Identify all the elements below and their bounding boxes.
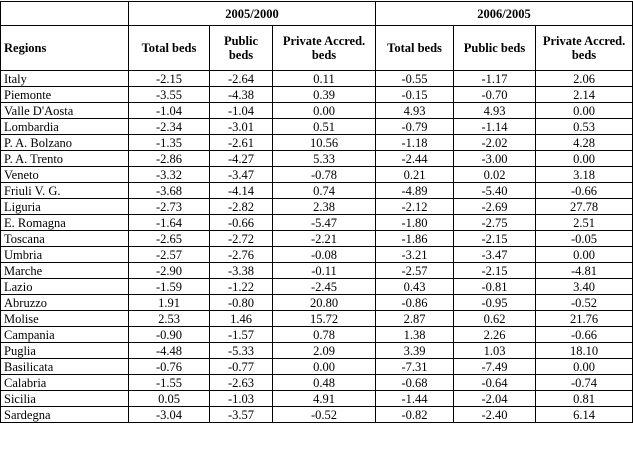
value-cell: -2.65 <box>129 231 210 247</box>
value-cell: -3.55 <box>129 87 210 103</box>
value-cell: -1.44 <box>376 391 454 407</box>
value-cell: -4.14 <box>210 183 273 199</box>
region-cell: Sicilia <box>1 391 129 407</box>
region-cell: P. A. Bolzano <box>1 135 129 151</box>
table-body <box>1 71 633 423</box>
value-cell: -0.74 <box>536 375 633 391</box>
value-cell: -0.66 <box>210 215 273 231</box>
value-cell: 2.87 <box>376 311 454 327</box>
value-cell: 6.14 <box>536 407 633 423</box>
value-cell: -0.66 <box>536 183 633 199</box>
region-cell: Toscana <box>1 231 129 247</box>
value-cell: 0.00 <box>536 247 633 263</box>
value-cell: -0.80 <box>210 295 273 311</box>
region-cell: Sardegna <box>1 407 129 423</box>
value-cell: -2.82 <box>210 199 273 215</box>
column-header-public-beds: Public beds <box>210 26 273 71</box>
table-row <box>1 375 633 391</box>
column-header-total-beds: Total beds <box>129 26 210 71</box>
region-cell: Piemonte <box>1 87 129 103</box>
value-cell: -1.86 <box>376 231 454 247</box>
value-cell: -0.52 <box>536 295 633 311</box>
value-cell: 0.78 <box>273 327 376 343</box>
value-cell: 18.10 <box>536 343 633 359</box>
value-cell: -0.86 <box>376 295 454 311</box>
value-cell: -2.34 <box>129 119 210 135</box>
region-cell: Puglia <box>1 343 129 359</box>
value-cell: -2.04 <box>454 391 536 407</box>
value-cell: 20.80 <box>273 295 376 311</box>
value-cell: -1.04 <box>129 103 210 119</box>
value-cell: 5.33 <box>273 151 376 167</box>
value-cell: 4.93 <box>454 103 536 119</box>
value-cell: -7.31 <box>376 359 454 375</box>
value-cell: -3.68 <box>129 183 210 199</box>
value-cell: -4.89 <box>376 183 454 199</box>
value-cell: -5.47 <box>273 215 376 231</box>
period-header-2005-2000: 2005/2000 <box>129 2 376 26</box>
bed-change-table <box>0 1 633 423</box>
region-cell: Lombardia <box>1 119 129 135</box>
table-row <box>1 119 633 135</box>
value-cell: 1.38 <box>376 327 454 343</box>
value-cell: 0.62 <box>454 311 536 327</box>
value-cell: -1.17 <box>454 71 536 87</box>
value-cell: -2.45 <box>273 279 376 295</box>
value-cell: -4.27 <box>210 151 273 167</box>
table-row <box>1 247 633 263</box>
value-cell: -2.21 <box>273 231 376 247</box>
value-cell: -3.21 <box>376 247 454 263</box>
value-cell: 15.72 <box>273 311 376 327</box>
table-row <box>1 183 633 199</box>
value-cell: -2.57 <box>376 263 454 279</box>
value-cell: -2.40 <box>454 407 536 423</box>
value-cell: -0.08 <box>273 247 376 263</box>
value-cell: 2.14 <box>536 87 633 103</box>
value-cell: -2.90 <box>129 263 210 279</box>
value-cell: -0.55 <box>376 71 454 87</box>
value-cell: -1.55 <box>129 375 210 391</box>
region-cell: Campania <box>1 327 129 343</box>
value-cell: 3.18 <box>536 167 633 183</box>
value-cell: -1.59 <box>129 279 210 295</box>
region-cell: Abruzzo <box>1 295 129 311</box>
column-header-regions: Regions <box>1 26 129 71</box>
value-cell: 0.00 <box>273 103 376 119</box>
value-cell: -1.04 <box>210 103 273 119</box>
value-cell: 0.39 <box>273 87 376 103</box>
region-cell: Lazio <box>1 279 129 295</box>
table-row <box>1 359 633 375</box>
column-header-row <box>1 26 633 71</box>
value-cell: -0.78 <box>273 167 376 183</box>
value-cell: -1.03 <box>210 391 273 407</box>
value-cell: -0.52 <box>273 407 376 423</box>
column-header-public-beds: Public beds <box>454 26 536 71</box>
value-cell: -2.72 <box>210 231 273 247</box>
value-cell: -3.47 <box>210 167 273 183</box>
value-cell: -1.35 <box>129 135 210 151</box>
value-cell: -0.95 <box>454 295 536 311</box>
value-cell: -0.90 <box>129 327 210 343</box>
value-cell: -3.57 <box>210 407 273 423</box>
column-header-private-accred-beds: Private Accred. beds <box>273 26 376 71</box>
value-cell: -1.14 <box>454 119 536 135</box>
value-cell: -2.15 <box>454 263 536 279</box>
table-row <box>1 215 633 231</box>
value-cell: 2.38 <box>273 199 376 215</box>
value-cell: 10.56 <box>273 135 376 151</box>
region-cell: Veneto <box>1 167 129 183</box>
table-row <box>1 103 633 119</box>
value-cell: 2.51 <box>536 215 633 231</box>
value-cell: 0.00 <box>536 103 633 119</box>
value-cell: -2.15 <box>454 231 536 247</box>
value-cell: -2.61 <box>210 135 273 151</box>
value-cell: -2.63 <box>210 375 273 391</box>
value-cell: 0.48 <box>273 375 376 391</box>
value-cell: 2.53 <box>129 311 210 327</box>
value-cell: -0.64 <box>454 375 536 391</box>
value-cell: 0.21 <box>376 167 454 183</box>
region-cell: Umbria <box>1 247 129 263</box>
value-cell: -4.81 <box>536 263 633 279</box>
table-row <box>1 199 633 215</box>
table-row <box>1 391 633 407</box>
value-cell: -4.38 <box>210 87 273 103</box>
column-header-total-beds: Total beds <box>376 26 454 71</box>
table-row <box>1 295 633 311</box>
value-cell: -2.02 <box>454 135 536 151</box>
region-cell: Marche <box>1 263 129 279</box>
value-cell: -3.00 <box>454 151 536 167</box>
value-cell: 0.05 <box>129 391 210 407</box>
value-cell: 0.00 <box>273 359 376 375</box>
region-cell: E. Romagna <box>1 215 129 231</box>
column-header-private-accred-beds: Private Accred. beds <box>536 26 633 71</box>
value-cell: 1.46 <box>210 311 273 327</box>
value-cell: -2.64 <box>210 71 273 87</box>
value-cell: -3.04 <box>129 407 210 423</box>
table-row <box>1 231 633 247</box>
value-cell: -3.47 <box>454 247 536 263</box>
value-cell: -5.40 <box>454 183 536 199</box>
period-header-row <box>1 2 633 26</box>
value-cell: -0.76 <box>129 359 210 375</box>
table-row <box>1 87 633 103</box>
value-cell: -5.33 <box>210 343 273 359</box>
region-cell: Basilicata <box>1 359 129 375</box>
table-row <box>1 71 633 87</box>
value-cell: -3.01 <box>210 119 273 135</box>
table-row <box>1 167 633 183</box>
value-cell: 0.53 <box>536 119 633 135</box>
region-cell: Friuli V. G. <box>1 183 129 199</box>
value-cell: 3.39 <box>376 343 454 359</box>
corner-cell <box>1 2 129 26</box>
value-cell: -2.69 <box>454 199 536 215</box>
value-cell: -1.57 <box>210 327 273 343</box>
value-cell: -2.44 <box>376 151 454 167</box>
value-cell: 1.91 <box>129 295 210 311</box>
table-row <box>1 311 633 327</box>
value-cell: -1.18 <box>376 135 454 151</box>
table-row <box>1 343 633 359</box>
table-row <box>1 263 633 279</box>
value-cell: -1.80 <box>376 215 454 231</box>
value-cell: 0.02 <box>454 167 536 183</box>
value-cell: 1.03 <box>454 343 536 359</box>
value-cell: -0.70 <box>454 87 536 103</box>
value-cell: 0.74 <box>273 183 376 199</box>
value-cell: -7.49 <box>454 359 536 375</box>
value-cell: -3.38 <box>210 263 273 279</box>
value-cell: -0.15 <box>376 87 454 103</box>
value-cell: -2.12 <box>376 199 454 215</box>
value-cell: -4.48 <box>129 343 210 359</box>
region-cell: P. A. Trento <box>1 151 129 167</box>
value-cell: -2.75 <box>454 215 536 231</box>
value-cell: 2.09 <box>273 343 376 359</box>
value-cell: 4.93 <box>376 103 454 119</box>
region-cell: Liguria <box>1 199 129 215</box>
value-cell: -2.76 <box>210 247 273 263</box>
value-cell: 0.11 <box>273 71 376 87</box>
value-cell: -2.86 <box>129 151 210 167</box>
value-cell: -0.77 <box>210 359 273 375</box>
value-cell: 4.28 <box>536 135 633 151</box>
value-cell: 21.76 <box>536 311 633 327</box>
value-cell: -0.68 <box>376 375 454 391</box>
value-cell: 2.06 <box>536 71 633 87</box>
value-cell: 0.00 <box>536 151 633 167</box>
value-cell: 3.40 <box>536 279 633 295</box>
region-cell: Molise <box>1 311 129 327</box>
value-cell: -0.66 <box>536 327 633 343</box>
period-header-2006-2005: 2006/2005 <box>376 2 633 26</box>
value-cell: -0.05 <box>536 231 633 247</box>
table-row <box>1 135 633 151</box>
value-cell: -0.11 <box>273 263 376 279</box>
region-cell: Calabria <box>1 375 129 391</box>
table-row <box>1 279 633 295</box>
value-cell: -0.82 <box>376 407 454 423</box>
value-cell: -1.22 <box>210 279 273 295</box>
value-cell: -0.81 <box>454 279 536 295</box>
table-row <box>1 407 633 423</box>
value-cell: 0.81 <box>536 391 633 407</box>
region-cell: Valle D'Aosta <box>1 103 129 119</box>
value-cell: -0.79 <box>376 119 454 135</box>
table-row <box>1 151 633 167</box>
value-cell: -2.73 <box>129 199 210 215</box>
value-cell: 27.78 <box>536 199 633 215</box>
value-cell: 4.91 <box>273 391 376 407</box>
value-cell: 0.43 <box>376 279 454 295</box>
value-cell: -2.15 <box>129 71 210 87</box>
value-cell: 0.51 <box>273 119 376 135</box>
region-cell: Italy <box>1 71 129 87</box>
value-cell: -1.64 <box>129 215 210 231</box>
value-cell: -2.57 <box>129 247 210 263</box>
value-cell: 0.00 <box>536 359 633 375</box>
value-cell: -3.32 <box>129 167 210 183</box>
value-cell: 2.26 <box>454 327 536 343</box>
table-row <box>1 327 633 343</box>
